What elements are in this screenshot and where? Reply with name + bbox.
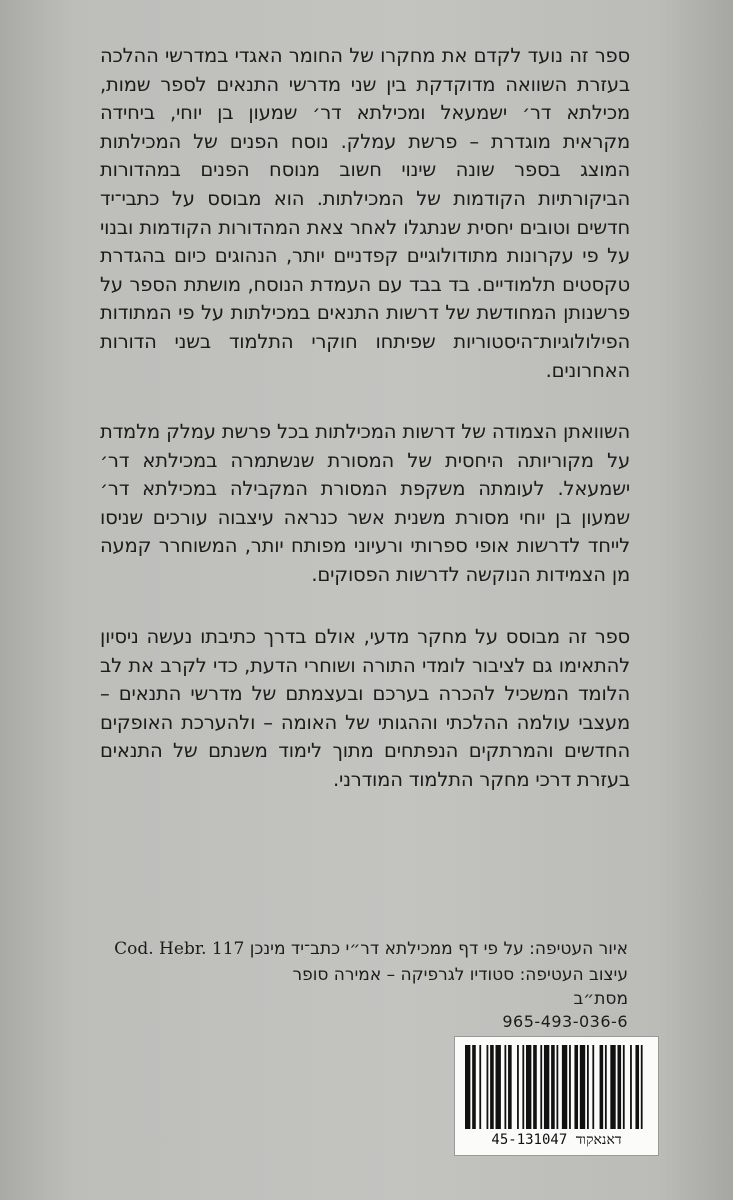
barcode-bar [508,1045,512,1129]
barcode-bar [496,1045,501,1129]
cover-illustration-credit [114,936,628,962]
barcode-bar [641,1045,643,1129]
barcode-bar [540,1045,542,1129]
barcode-bar [533,1045,537,1129]
barcode-bar [635,1045,639,1129]
cover-design-label: עיצוב העטיפה: [519,965,628,985]
cover-design-credit [293,962,628,988]
barcode-bar [557,1045,559,1129]
cover-illustration-codex: Cod. Hebr. 117 [114,939,245,959]
cover-design-text: סטודיו לגרפיקה – אמירה סופר [292,965,515,985]
barcode-bar [618,1045,622,1129]
cover-illustration-label: איור העטיפה: [529,939,628,959]
barcode [454,1036,659,1156]
barcode-number: דאנאקוד 45-131047 [491,1132,622,1148]
barcode-bar [592,1045,594,1129]
barcode-bar [526,1045,531,1129]
isbn-number: 965-493-036-6 [502,1012,628,1031]
barcode-bar [587,1045,589,1129]
barcode-bar [504,1045,506,1129]
cover-illustration-text: על פי דף ממכילתא דר״י כתב־יד מינכן [249,939,524,959]
barcode-bar [605,1045,607,1129]
barcode-bar [562,1045,567,1129]
description-paragraph-3: ספר זה מבוסס על מחקר מדעי, אולם בדרך כתיבתו נעשה ניסיון להתאימו גם לציבור לומדי התורה ושוחרי הדעת, כדי לקרב את לב הלומד המשכיל להכרה בערכם ובעצמתם של מדרשי התנאים – מעצבי עולמה ההלכתי וההגותי של האומה – ולהערכת האופקים החדשים והמרתקים הנפתחים מתוך לימוד משנתם של התנאים בעזרת דרכי מחקר התלמוד המודרני. [100,625,630,791]
barcode-bar [487,1045,489,1129]
description-paragraph-1: ספר זה נועד לקדם את מחקרו של החומר האגדי במדרשי ההלכה בעזרת השוואה מדוקדקת בין שני מדרשי התנאים לספר שמות, מכילתא דר׳ ישמעאל ומכילתא דר׳ שמעון בן יוחי, ביחידה מקראית מוגדרת – פרשת עמלק. נוסח הפנים של המכילתות המוצג בספר שונה שינוי חשוב מנוסח הפנים במהדורות הביקורתיות הקודמות של המכילתות. הוא מבוסס על כתבי־יד חדשים וטובים יחסית שנתגלו לאחר צאת המהדורות הקודמות ובנוי על פי עקרונות מתודולוגיים קפדניים יותר, הנהוגים כיום בהגדרת טקסטים תלמודיים. בד בבד עם העמדת הנוסח, מושתת הספר על פרשנותן המחודשת של דרשות התנאים במכילתות על פי המתודות הפילולוגיות־היסטוריות שפיתחו חוקרי התלמוד בשני הדורות האחרונים. [100,44,630,382]
barcode-bars [465,1045,648,1129]
barcode-bar [472,1045,476,1129]
barcode-bar [600,1045,604,1129]
isbn-label: מסת״ב [573,989,628,1009]
barcode-bar [479,1045,481,1129]
barcode-bar [610,1045,615,1129]
description-paragraph-2: השוואתן הצמודה של דרשות המכילתות בכל פרשת עמלק מלמדת על מקוריותה היחסית של המסורת שנשתמרה במכילתא דר׳ ישמעאל. לעומתה משקפת המסורת המקבילה במכילתא דר׳ שמעון בן יוחי מסורת משנית אשר כנראה עיצבוה עורכים שניסו לייחד לדרשות אופי ספרותי ורעיוני מפותח יותר, המשוחרר קמעה מן הצמידות הנוקשה לדרשות הפסוקים. [100,420,630,586]
barcode-bar [517,1045,519,1129]
barcode-bar [490,1045,494,1129]
barcode-bar [465,1045,470,1129]
barcode-bar [551,1045,555,1129]
barcode-bar [630,1045,632,1129]
barcode-bar [522,1045,524,1129]
barcode-bar [569,1045,571,1129]
barcode-bar [574,1045,578,1129]
barcode-bar [623,1045,625,1129]
barcode-bar [544,1045,549,1129]
barcode-bar [580,1045,585,1129]
